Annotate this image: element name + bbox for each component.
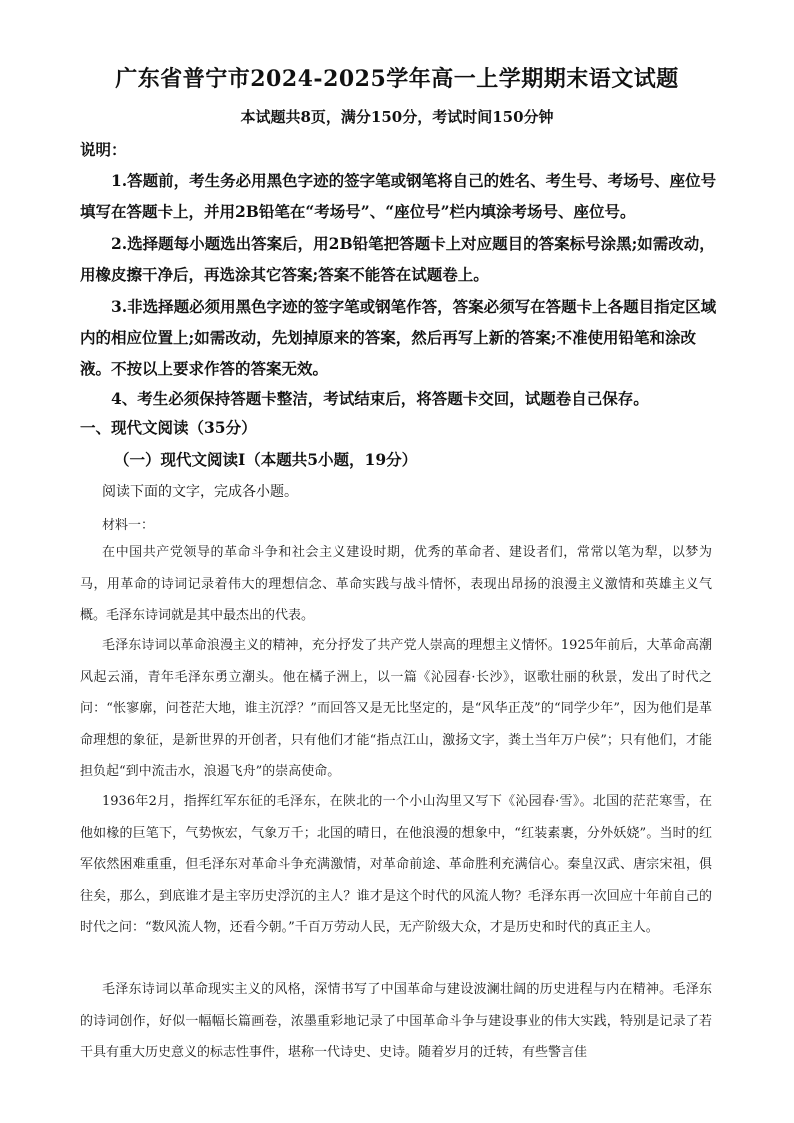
instruction-item: 3.非选择题必须用黑色字迹的签字笔或钢笔作答，答案必须写在答题卡上各题目指定区域内的相应位置上;如需改动，先划掉原来的答案，然后再写上新的答案;不准使用铅笔和涂改液。不按以上要求作答的答案无效。 — [80, 297, 717, 378]
material-label: 材料一： — [102, 518, 155, 533]
passage-paragraph: 在中国共产党领导的革命斗争和社会主义建设时期，优秀的革命者、建设者们，常常以笔为犁，以梦为马，用革命的诗词记录着伟大的理想信念、革命实践与战斗情怀，表现出昂扬的浪漫主义激情和英雄主义气概。毛泽东诗词就是其中最杰出的代表。 — [80, 545, 712, 623]
page-title: 广东省普宁市2024-2025学年高一上学期期末语文试题 — [115, 66, 679, 92]
passage-paragraph: 毛泽东诗词以革命浪漫主义的精神，充分抒发了共产党人崇高的理想主义情怀。1925年前后，大革命高潮风起云涌，青年毛泽东勇立潮头。他在橘子洲上，以一篇《沁园春·长沙》，讴歌壮丽的秋景，发出了时代之问：“怅寥廓，问苍茫大地，谁主沉浮？”而回答又是无比坚定的，是“风华正茂”的“同学少年”，因为他们是革命理想的象征，是新世界的开创者，只有他们才能“指点江山，激扬文字，粪土当年万户侯”；只有他们，才能担负起“到中流击水，浪遏飞舟”的崇高使命。 — [80, 638, 712, 779]
reading-prompt: 阅读下面的文字，完成各小题。 — [102, 484, 298, 500]
exam-info: 本试题共8页，满分150分，考试时间150分钟 — [240, 108, 554, 126]
instructions-heading: 说明： — [80, 140, 127, 159]
section-heading: 一、现代文阅读（35分） — [80, 418, 257, 437]
instruction-item: 2.选择题每小题选出答案后，用2B铅笔把答题卡上对应题目的答案标号涂黑;如需改动，用橡皮擦干净后，再选涂其它答案;答案不能答在试题卷上。 — [80, 234, 715, 284]
instruction-item: 4、考生必须保持答题卡整洁，考试结束后，将答题卡交回，试题卷自己保存。 — [111, 389, 649, 408]
instruction-item: 1.答题前，考生务必用黑色字迹的签字笔或钢笔将自己的姓名、考生号、考场号、座位号填写在答题卡上，并用2B铅笔在“考场号”、“座位号”栏内填涂考场号、座位号。 — [80, 171, 717, 221]
subsection-heading: （一）现代文阅读Ⅰ（本题共5小题，19分） — [114, 450, 418, 469]
passage-paragraph: 毛泽东诗词以革命现实主义的风格，深情书写了中国革命与建设波澜壮阔的历史进程与内在精神。毛泽东的诗词创作，好似一幅幅长篇画卷，浓墨重彩地记录了中国革命斗争与建设事业的伟大实践，特别是记录了若干具有重大历史意义的标志性事件，堪称一代诗史、史诗。随着岁月的迁转，有些警言佳 — [80, 982, 712, 1060]
passage-paragraph: 1936年2月，指挥红军东征的毛泽东，在陕北的一个小山沟里又写下《沁园春·雪》。北国的茫茫寒雪，在他如椽的巨笔下，气势恢宏，气象万千；北国的晴日，在他浪漫的想象中，“红装素裹，分外妖娆”。当时的红军依然困难重重，但毛泽东对革命斗争充满激情，对革命前途、革命胜利充满信心。秦皇汉武、唐宗宋祖，俱往矣，那么，到底谁才是主宰历史浮沉的主人？谁才是这个时代的风流人物？毛泽东再一次回应十年前自己的时代之问：“数风流人物，还看今朝。”千百万劳动人民，无产阶级大众，才是历史和时代的真正主人。 — [80, 794, 712, 935]
